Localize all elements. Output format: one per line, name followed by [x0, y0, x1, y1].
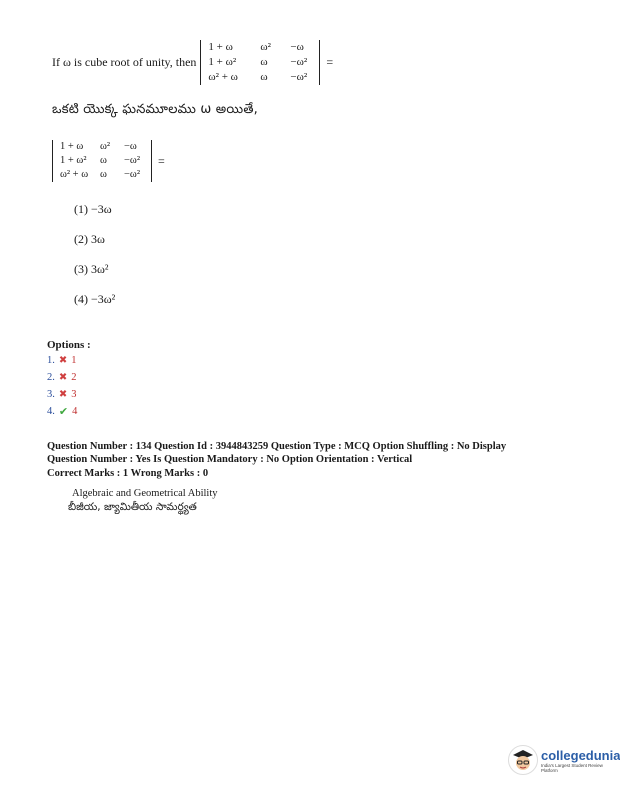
matrix-cell: −ω — [124, 141, 137, 152]
equals-sign: = — [158, 153, 165, 168]
matrix-cell: −ω² — [290, 56, 308, 68]
matrix-cell: ω — [100, 169, 107, 180]
matrix-cell: ω² — [260, 41, 271, 53]
matrix-cell: −ω² — [124, 155, 140, 166]
option-value: 2 — [71, 372, 77, 383]
option-value: 1 — [71, 355, 77, 366]
options-heading: Options : — [47, 339, 91, 351]
matrix-cell: −ω — [290, 41, 304, 53]
matrix-cell: ω — [260, 71, 268, 83]
question-telugu: ఒకటి యొక్క ఘనమూలము ω అయితే, — [52, 102, 258, 117]
cross-icon: ✖ — [58, 372, 68, 383]
question-meta-line: Correct Marks : 1 Wrong Marks : 0 — [47, 468, 209, 479]
option-number: 1. — [47, 355, 55, 366]
option-item — [47, 372, 77, 383]
question-telugu-determinant — [52, 140, 165, 182]
collegedunia-logo — [508, 745, 620, 775]
section-title-english: Algebraic and Geometrical Ability — [72, 488, 218, 499]
option-number: 3. — [47, 389, 55, 400]
check-icon: ✔ — [58, 405, 69, 418]
option-value: 4 — [72, 406, 78, 417]
cross-icon: ✖ — [58, 389, 68, 400]
logo-tagline: India's Largest Student Review Platform — [541, 762, 603, 773]
option-number: 2. — [47, 372, 55, 383]
logo-name: collegedunia — [541, 747, 620, 763]
matrix-cell: −ω² — [290, 71, 308, 83]
question-meta-line: Question Number : Yes Is Question Mandatory : No Option Orientation : Vertical — [47, 454, 413, 465]
matrix-cell: ω² — [100, 141, 111, 152]
option-value: 3 — [71, 389, 77, 400]
matrix-cell: 1 + ω — [60, 141, 84, 152]
matrix-cell: ω² + ω — [208, 71, 238, 83]
matrix-cell: 1 + ω² — [208, 56, 237, 68]
matrix-cell: −ω² — [124, 169, 140, 180]
determinant-matrix — [52, 140, 152, 182]
answer-choice: (4) −3ω² — [74, 292, 116, 306]
matrix-cell: 1 + ω — [208, 41, 233, 53]
matrix-cell: ω² + ω — [60, 169, 89, 180]
option-item — [47, 389, 77, 400]
graduate-mascot-icon — [508, 745, 538, 775]
matrix-cell: 1 + ω² — [60, 155, 87, 166]
matrix-cell: ω — [100, 155, 107, 166]
question-meta-line: Question Number : 134 Question Id : 3944843259 Question Type : MCQ Option Shuffling : No Display — [47, 441, 507, 452]
question-lead-text: If ω is cube root of unity, then — [52, 55, 197, 69]
cross-icon: ✖ — [58, 355, 68, 366]
question-english — [52, 40, 333, 85]
answer-choice: (2) 3ω — [74, 232, 105, 246]
determinant-matrix — [200, 40, 320, 85]
section-title-telugu: బీజీయ, జ్యామితీయ సామర్థ్యత — [68, 501, 197, 513]
option-item — [47, 405, 77, 418]
answer-choice: (1) −3ω — [74, 202, 112, 216]
matrix-cell: ω — [260, 56, 268, 68]
option-number: 4. — [47, 406, 55, 417]
equals-sign: = — [326, 55, 334, 69]
option-item — [47, 355, 77, 366]
answer-choice: (3) 3ω² — [74, 262, 109, 276]
